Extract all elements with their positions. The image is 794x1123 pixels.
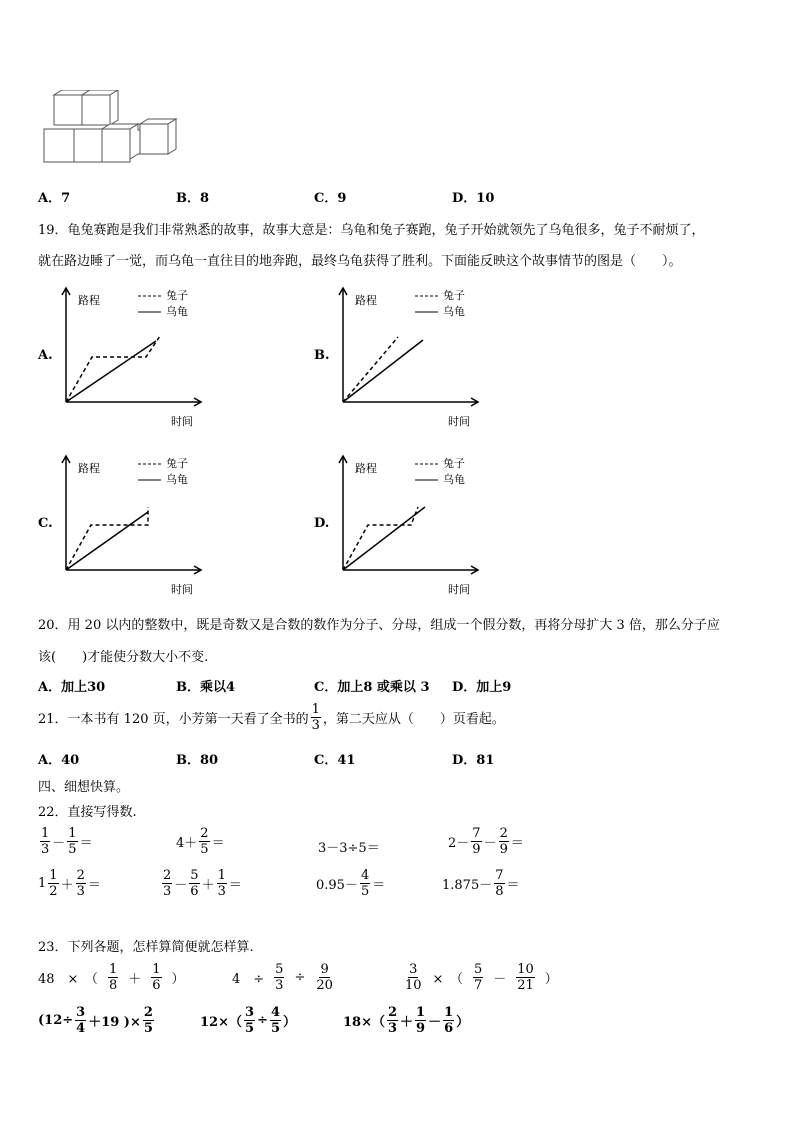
ylabel: 路程 <box>78 462 100 475</box>
q20-text-line2: 该( )才能使分数大小不变. <box>38 650 209 665</box>
q21-option-a[interactable]: A．40 <box>38 753 80 768</box>
q18-option-a[interactable]: A．7 <box>38 191 71 206</box>
q20-option-b[interactable]: B．乘以4 <box>176 680 236 695</box>
turtle-line <box>66 341 156 402</box>
ylabel: 路程 <box>355 462 377 475</box>
q20-option-d[interactable]: D．加上9 <box>452 680 512 695</box>
legend-turtle: 乌龟 <box>166 305 188 318</box>
q18-option-d[interactable]: D．10 <box>452 191 495 206</box>
ylabel: 路程 <box>355 294 377 307</box>
graph-a-label[interactable]: A. <box>38 348 53 363</box>
graph-d <box>333 452 483 602</box>
turtle-line <box>343 507 425 570</box>
q18-option-b[interactable]: B．8 <box>176 191 210 206</box>
xlabel: 时间 <box>448 583 470 596</box>
legend-rabbit: 兔子 <box>443 289 465 302</box>
xlabel: 时间 <box>171 415 193 428</box>
q23-expr-1: 48 × （ $\frac{1}{8}$ ＋ $\frac{1}{6}$ ） <box>38 962 185 993</box>
turtle-line <box>343 340 423 402</box>
q18-option-c[interactable]: C．9 <box>314 191 347 206</box>
q20-option-a[interactable]: A．加上30 <box>38 680 106 695</box>
q20-text-line1: 20．用 20 以内的整数中，既是奇数又是合数的数作为分子、分母，组成一个假分数，再将分母扩大 3 倍，那么分子应 <box>38 618 720 633</box>
graph-d-label[interactable]: D. <box>314 516 330 531</box>
xlabel: 时间 <box>171 583 193 596</box>
q23-expr-5: 12×（ $\frac{3}{5}$ ÷ $\frac{4}{5}$ ） <box>200 1005 296 1036</box>
turtle-line <box>66 512 148 570</box>
q21-option-c[interactable]: C．41 <box>314 753 356 768</box>
graph-b <box>333 284 483 434</box>
rabbit-line <box>343 337 398 402</box>
ylabel: 路程 <box>78 294 100 307</box>
q22-expr-5: 1 $\frac{1}{2}$ ＋ $\frac{2}{3}$ ＝ <box>38 868 101 899</box>
q21-option-b[interactable]: B．80 <box>176 753 219 768</box>
q22-expr-4: 2－ $\frac{7}{9}$ － $\frac{2}{9}$ ＝ <box>448 826 524 857</box>
graph-c <box>56 452 206 602</box>
q23-expr-6: 18×（ $\frac{2}{3}$ ＋ $\frac{1}{9}$ － $\frac{1}{6}$ ） <box>343 1005 470 1036</box>
q23-expr-4: (12÷ $\frac{3}{4}$ ＋19 )× $\frac{2}{5}$ <box>38 1005 153 1036</box>
q19-text-line2: 就在路边睡了一觉，而乌龟一直往目的地奔跑，最终乌龟获得了胜利。下面能反映这个故事情节的图是（ ）。 <box>38 254 682 269</box>
q23-expr-3: $\frac{3}{10}$ × （ $\frac{5}{7}$ － $\frac{10}{21}$ ） <box>405 962 558 993</box>
q21-suffix: ，第二天应从（ ）页看起。 <box>322 712 505 727</box>
q21-prefix: 21．一本书有 120 页，小芳第一天看了全书的 <box>38 712 309 727</box>
graph-c-label[interactable]: C. <box>38 516 53 531</box>
q21-question <box>38 702 505 733</box>
legend-turtle: 乌龟 <box>166 473 188 486</box>
q22-expr-7: 0.95－ $\frac{4}{5}$ ＝ <box>316 868 386 899</box>
cube-figure <box>40 90 185 165</box>
legend-turtle: 乌龟 <box>443 473 465 486</box>
section-4-title: 四、细想快算。 <box>38 780 130 795</box>
q22-expr-8: 1.875－ $\frac{7}{8}$ ＝ <box>442 868 520 899</box>
q20-option-c[interactable]: C．加上8 或乘以 3 <box>314 680 430 695</box>
graph-a <box>56 284 206 434</box>
q22-expr-2: 4＋ $\frac{2}{5}$ ＝ <box>176 826 225 857</box>
legend-rabbit: 兔子 <box>166 457 188 470</box>
legend-rabbit: 兔子 <box>443 457 465 470</box>
graph-b-label[interactable]: B. <box>314 348 330 363</box>
q21-fraction: $\frac{1}{3}$ <box>311 702 320 733</box>
q23-title: 23．下列各题，怎样算简便就怎样算. <box>38 940 254 955</box>
q21-option-d[interactable]: D．81 <box>452 753 495 768</box>
q22-title: 22．直接写得数. <box>38 805 137 820</box>
legend-rabbit: 兔子 <box>166 289 188 302</box>
q19-text-line1: 19．龟兔赛跑是我们非常熟悉的故事，故事大意是：乌龟和兔子赛跑，兔子开始就领先了乌龟很多，兔子不耐烦了， <box>38 223 705 238</box>
q22-expr-3: 3－3÷5＝ <box>318 841 380 856</box>
q22-expr-1: $\frac{1}{3}$ － $\frac{1}{5}$ ＝ <box>41 826 93 857</box>
q23-expr-2: 4 ÷ $\frac{5}{3}$ ÷ $\frac{9}{20}$ <box>232 962 333 993</box>
q22-expr-6: $\frac{2}{3}$ － $\frac{5}{6}$ ＋ $\frac{1}{3}$ ＝ <box>163 868 242 899</box>
legend-turtle: 乌龟 <box>443 305 465 318</box>
xlabel: 时间 <box>448 415 470 428</box>
